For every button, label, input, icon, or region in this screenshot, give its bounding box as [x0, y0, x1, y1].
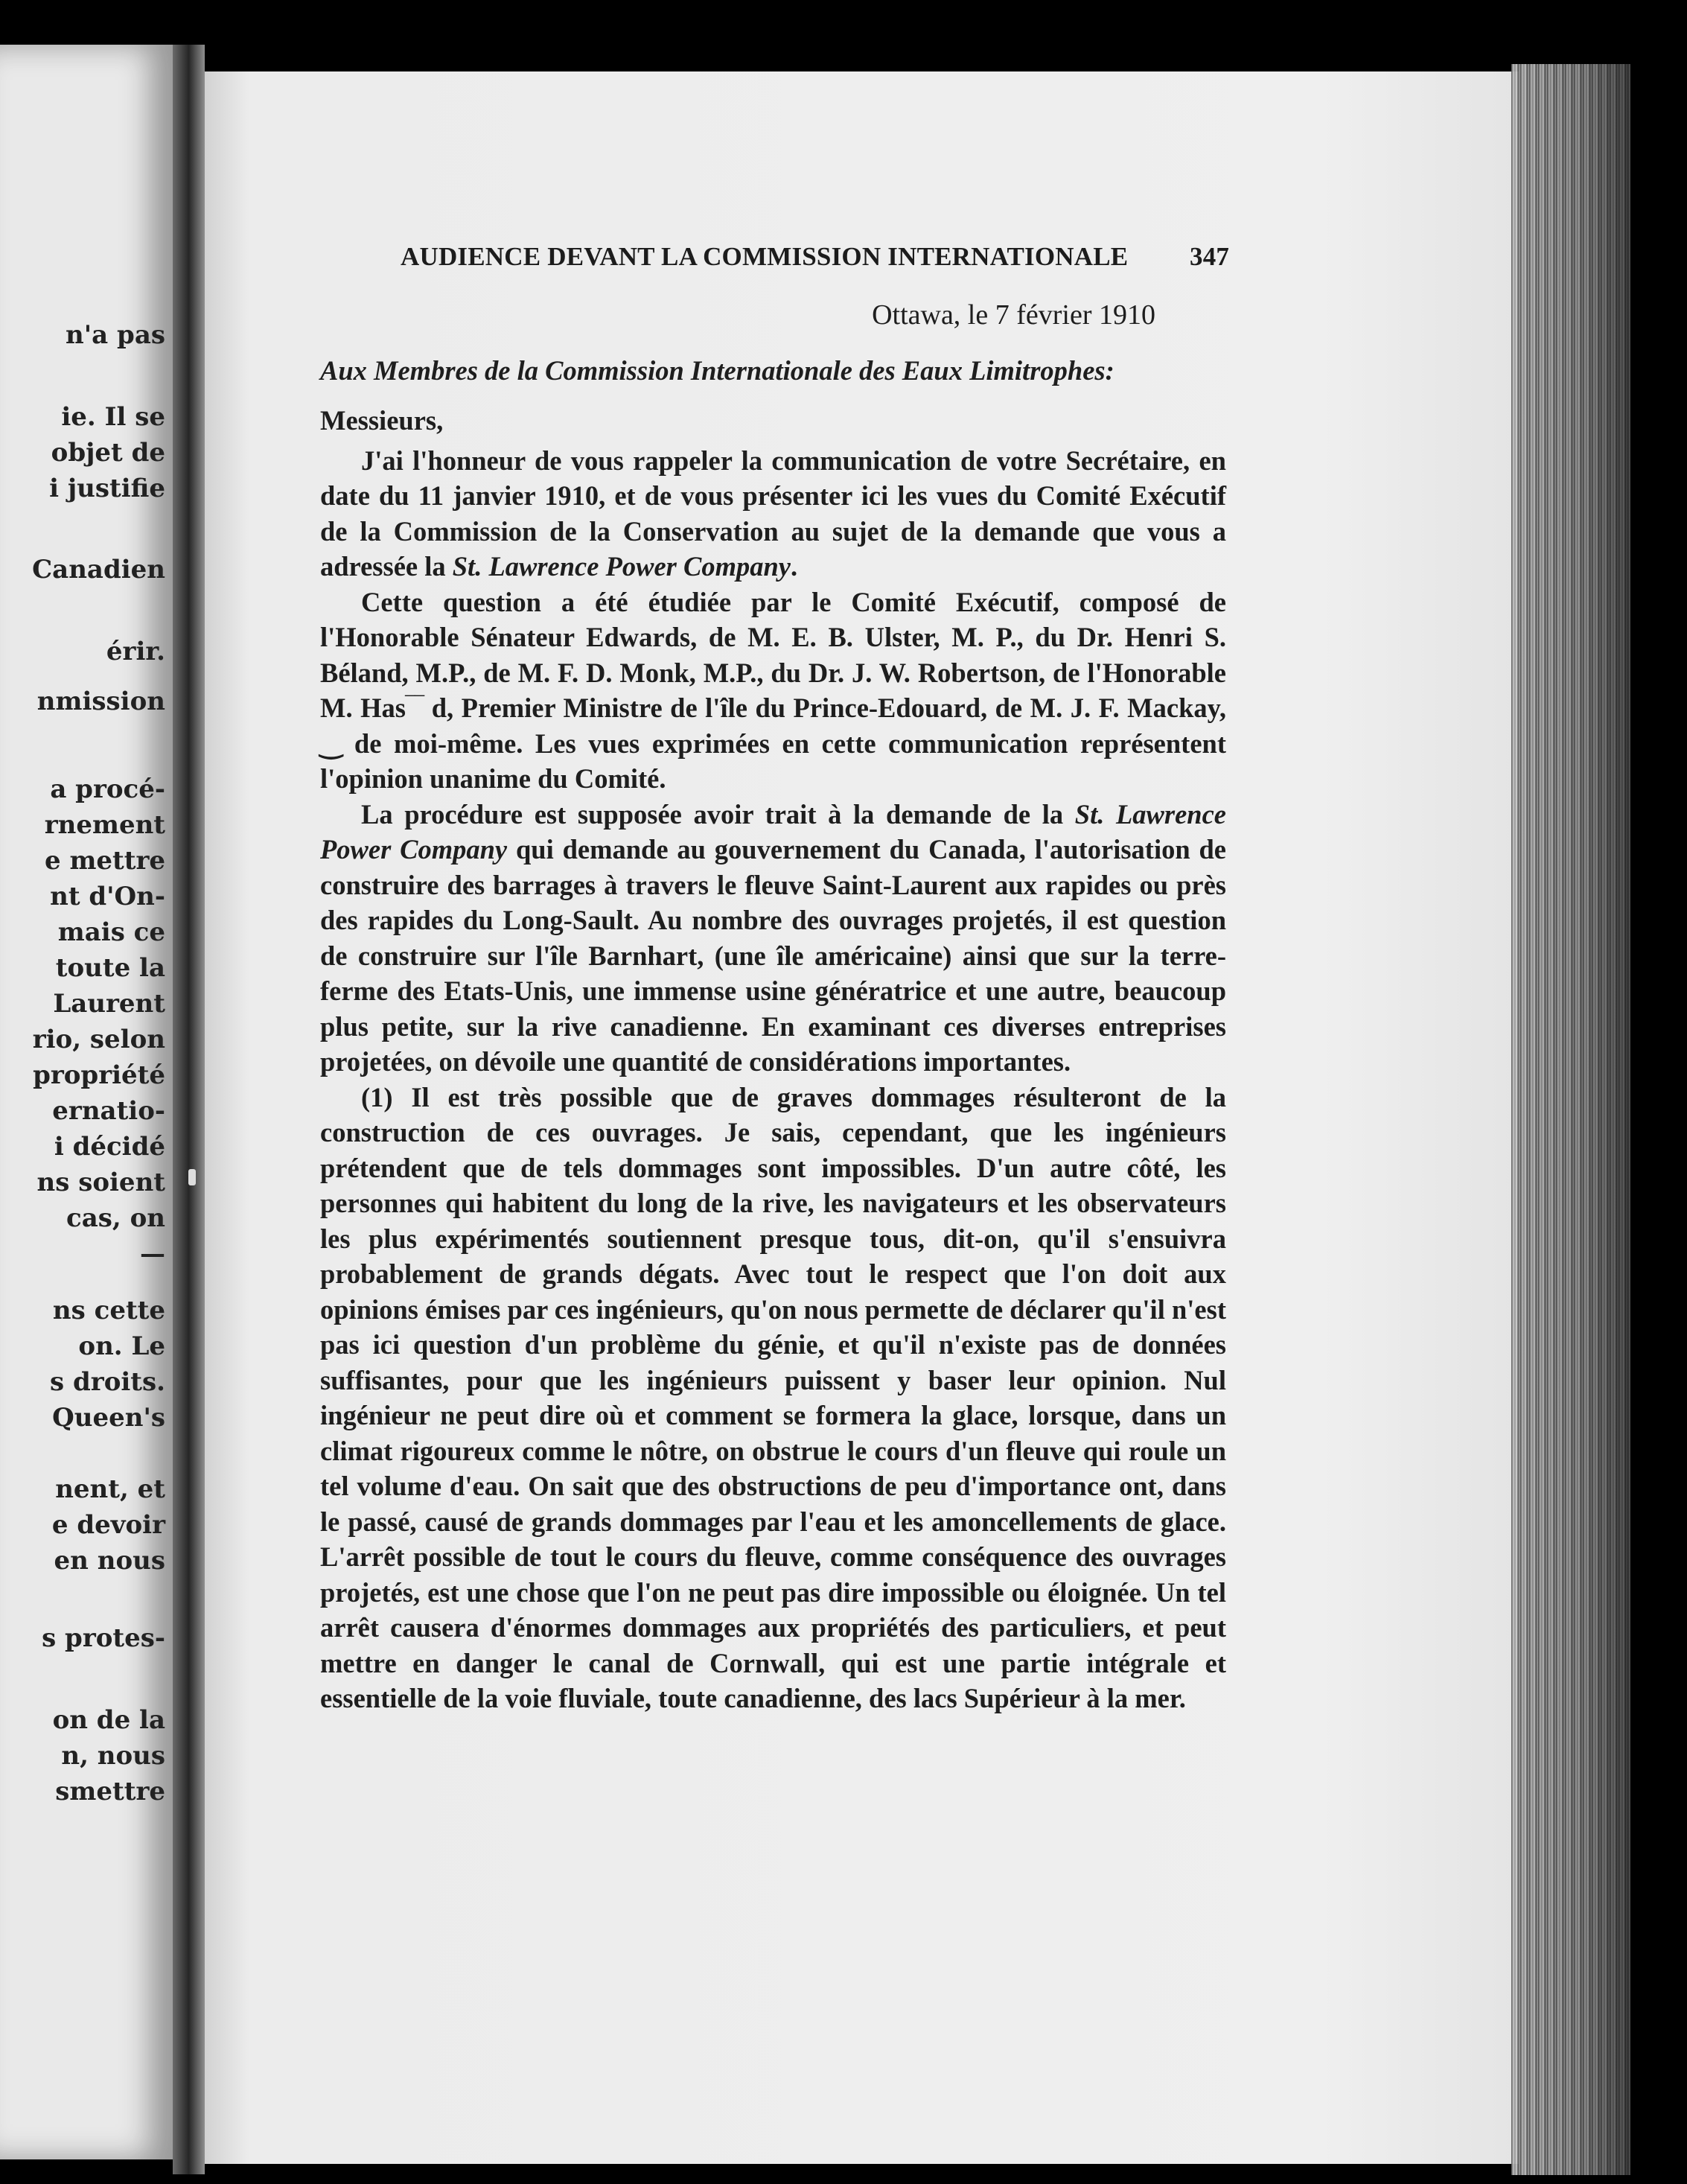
paragraph: Cette question a été étudiée par le Comité Exécutif, composé de l'Honorable Sénateur Edwards, de M. E. B. Ulster, M. P., du Dr. Henri S. Béland, M.P., de M. F. D. Monk, M.P., du Dr. J. W. Robertson, de l'Honorable M. Has‾‾ d, Premier Ministre de l'île du Prince-Edouard, de M. J. F. Mackay, ‿ de moi-même. Les vues exprimées en cette communication représentent l'opinion unanime du Comité. [320, 586, 1226, 794]
page-edges-shade [1511, 64, 1630, 2175]
left-page-text-fragment: ns cette [52, 1296, 165, 1325]
margin-mark [188, 1169, 196, 1185]
left-page-text-fragment: e devoir [51, 1510, 165, 1540]
left-page-text-fragment: mais ce [57, 917, 165, 947]
left-page-text-fragment: toute la [55, 953, 165, 983]
left-page-text-fragment: s droits. [50, 1367, 165, 1397]
left-page-text-fragment: objet de [51, 438, 165, 468]
left-facing-page [0, 45, 173, 2159]
left-page-text-fragment: Canadien [32, 555, 165, 585]
left-page-text-fragment: a procé- [50, 774, 165, 804]
left-page-text-fragment: on de la [52, 1705, 165, 1735]
left-page-text-fragment: cas, on [66, 1203, 165, 1233]
left-page-text-fragment: rio, selon [32, 1025, 165, 1054]
dateline: Ottawa, le 7 février 1910 [872, 299, 1155, 331]
left-page-text-fragment: s protes- [42, 1623, 165, 1653]
left-page-text-fragment: propriété [33, 1060, 165, 1090]
book-gutter [173, 45, 205, 2174]
letter-body [320, 298, 1226, 1716]
left-page-text-fragment: nmission [36, 687, 165, 716]
left-page-text-fragment: nt d'On- [50, 882, 165, 911]
left-page-text-fragment: rnement [44, 810, 165, 840]
paragraph: La procédure est supposée avoir trait à la demande de la St. Lawrence Power Company qui demande au gouvernement du Canada, l'autorisation de construire des barrages à travers le fleuve Saint-Laurent aux rapides ou près des rapides du Long-Sault. Au nombre des ouvrages projetés, il est question de construire sur l'île Barnhart, (une île américaine) ainsi que sur la terre-ferme des Etats-Unis, une immense usine génératrice et une autre, beaucoup plus petite, sur la rive canadienne. En examinant ces diverses entreprises projetées, on dévoile une quantité de considérations importantes. [320, 798, 1226, 1077]
left-page-text-fragment: nent, et [55, 1474, 165, 1504]
left-page-text-fragment: e mettre [44, 846, 165, 876]
left-page-text-fragment: smettre [55, 1777, 165, 1806]
page-number: 347 [1190, 242, 1230, 271]
left-page-text-fragment: n, nous [61, 1741, 165, 1771]
left-page-text-fragment: i décidé [54, 1132, 165, 1162]
left-page-text-fragment: en nous [54, 1546, 165, 1576]
salutation: Messieurs, [320, 405, 444, 436]
paragraph: J'ai l'honneur de vous rappeler la communication de votre Secrétaire, en date du 11 janvier 1910, et de vous présenter ici les vues du Comité Exécutif de la Commission de la Conservation au sujet de la demande que vous a adressée la St. Lawrence Power Company. [320, 445, 1226, 582]
left-page-text-fragment: érir. [106, 637, 165, 666]
running-head-title: AUDIENCE DEVANT LA COMMISSION INTERNATIONALE [401, 242, 1129, 271]
address-line: Aux Membres de la Commission Internationale des Eaux Limitrophes: [320, 354, 1114, 386]
left-page-text-fragment: i justifie [49, 474, 165, 503]
left-page-text-fragment: ernatio- [52, 1096, 165, 1126]
left-page-text-fragment: on. Le [78, 1331, 165, 1361]
left-page-text-fragment: Laurent [53, 989, 165, 1019]
left-page-text-fragment: n'a pas [66, 320, 165, 350]
paragraph: (1) Il est très possible que de graves dommages résulteront de la construction de ces ouvrages. Je sais, cependant, que les ingénieurs prétendent que de tels dommages sont impossibles. D'un autre côté, les personnes qui habitent du long de la rive, les navigateurs et les observateurs les plus expérimentés soutiennent presque tous, dit-on, qu'il s'ensuivra probablement de grands dégats. Avec tout le respect que l'on doit aux opinions émises par ces ingénieurs, qu'on nous permette de déclarer qu'il n'est pas ici question d'un problème du génie, et qu'il n'existe pas de données suffisantes, pour que les ingénieurs puissent y baser leur opinion. Nul ingénieur ne peut dire où et comment se formera la glace, lorsque, dans un climat rigoureux comme le nôtre, on obstrue le cours d'un fleuve qui roule un tel volume d'eau. On sait que des obstructions de peu d'importance ont, dans le passé, causé de grands dommages par l'eau et les amoncellements de glace. L'arrêt possible de tout le cours du fleuve, comme conséquence des ouvrages projetés, est une chose que l'on ne peut pas dire impossible ou éloignée. Un tel arrêt causera d'énormes dommages aux propriétés des particuliers, et peut mettre en danger le canal de Cornwall, qui est une partie intégrale et essentielle de la voie fluviale, toute canadienne, des lacs Supérieur à la mer. [320, 1081, 1226, 1713]
left-page-text-fragment: ie. Il se [61, 402, 165, 432]
left-page-text-fragment: ns soient [36, 1168, 165, 1197]
left-page-text-fragment: — [140, 1239, 165, 1269]
left-page-text-fragment: Queen's [52, 1403, 165, 1433]
